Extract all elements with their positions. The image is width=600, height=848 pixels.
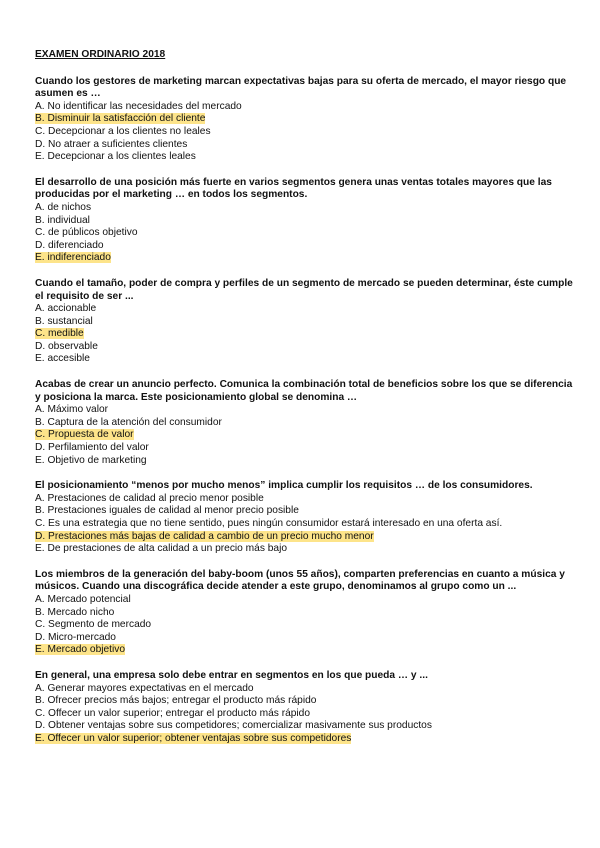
question-text: Cuando el tamaño, poder de compra y perfiles de un segmento de mercado se pueden determinar, éste cumple el requisito de ser ...	[35, 277, 573, 302]
answer-option-text: B. Mercado nicho	[35, 606, 115, 618]
answer-option	[35, 417, 575, 430]
question-6	[35, 569, 575, 657]
question-text: En general, una empresa solo debe entrar en segmentos en los que pueda … y ...	[35, 669, 428, 681]
answer-option-text: B. Ofrecer precios más bajos; entregar el producto más rápido	[35, 695, 317, 707]
answer-option	[35, 442, 575, 455]
answer-option-text: E. Decepcionar a los clientes leales	[35, 151, 196, 163]
answer-option-text: E. Objetivo de marketing	[35, 454, 147, 466]
answer-option	[35, 303, 575, 316]
answer-option	[35, 126, 575, 139]
answer-option	[35, 607, 575, 620]
answer-option-text: E. accesible	[35, 353, 90, 365]
answer-option	[35, 227, 575, 240]
answer-option-text: D. Obtener ventajas sobre sus competidores; comercializar masivamente sus productos	[35, 720, 432, 732]
answer-option-text: C. Offecer un valor superior; entregar el producto más rápido	[35, 707, 311, 719]
answer-option	[35, 543, 575, 556]
question-3	[35, 278, 575, 366]
answer-option-text: E. Offecer un valor superior; obtener ventajas sobre sus competidores	[35, 732, 352, 744]
answer-option-text: B. Captura de la atención del consumidor	[35, 416, 222, 428]
answer-option-text: D. No atraer a suficientes clientes	[35, 138, 188, 150]
answer-option-text: D. Perfilamiento del valor	[35, 442, 149, 454]
exam-page	[35, 49, 575, 759]
answer-option-text: D. Micro-mercado	[35, 631, 116, 643]
question-text: El desarrollo de una posición más fuerte en varios segmentos genera unas ventas totales mayores que las producidas por el marketing … en todos los segmentos.	[35, 176, 552, 201]
answer-option	[35, 695, 575, 708]
answer-option	[35, 139, 575, 152]
answer-option	[35, 240, 575, 253]
answer-option	[35, 493, 575, 506]
answer-option-text: C. medible	[35, 328, 84, 340]
answer-option	[35, 341, 575, 354]
answer-option	[35, 683, 575, 696]
answer-option	[35, 518, 575, 531]
answer-option	[35, 708, 575, 721]
answer-option	[35, 151, 575, 164]
answer-option-text: B. individual	[35, 214, 90, 226]
answer-option	[35, 202, 575, 215]
answer-option	[35, 632, 575, 645]
exam-title: EXAMEN ORDINARIO 2018	[35, 49, 166, 60]
answer-option-text: A. Máximo valor	[35, 404, 109, 416]
answer-option-text: A. Prestaciones de calidad al precio menor posible	[35, 492, 264, 504]
answer-option-text: C. Propuesta de valor	[35, 429, 134, 441]
answer-option-text: A. Mercado potencial	[35, 593, 131, 605]
answer-option-text: D. observable	[35, 340, 98, 352]
answer-option-text: E. indiferenciado	[35, 252, 111, 264]
answer-option-highlighted	[35, 531, 575, 544]
answer-option-text: A. No identificar las necesidades del mercado	[35, 100, 242, 112]
answer-option	[35, 215, 575, 228]
answer-option-text: A. accionable	[35, 303, 97, 315]
question-text: El posicionamiento “menos por mucho menos” implica cumplir los requisitos … de los consumidores.	[35, 480, 533, 492]
question-list	[35, 76, 575, 746]
question-text: Los miembros de la generación del baby-boom (unos 55 años), comparten preferencias en cuanto a música y músicos. Cuando una discográfica decide atender a este grupo, denominamos al grupo como un ...	[35, 568, 565, 593]
answer-option-text: C. Decepcionar a los clientes no leales	[35, 125, 211, 137]
answer-option-highlighted	[35, 429, 575, 442]
answer-option	[35, 101, 575, 114]
answer-option-highlighted	[35, 328, 575, 341]
answer-option-text: E. De prestaciones de alta calidad a un precio más bajo	[35, 543, 288, 555]
answer-option-text: C. Es una estrategia que no tiene sentido, pues ningún consumidor estará interesado en una oferta así.	[35, 518, 503, 529]
answer-option-highlighted	[35, 113, 575, 126]
answer-option-text: D. Prestaciones más bajas de calidad a cambio de un precio mucho menor	[35, 530, 374, 542]
answer-option	[35, 505, 575, 518]
answer-option-highlighted	[35, 644, 575, 657]
answer-option-text: B. Prestaciones iguales de calidad al menor precio posible	[35, 505, 299, 517]
question-text: Acabas de crear un anuncio perfecto. Comunica la combinación total de beneficios sobre los que se diferencia y posiciona la marca. Este posicionamiento global se denomina …	[35, 379, 573, 403]
answer-option	[35, 594, 575, 607]
question-5	[35, 480, 575, 556]
question-7	[35, 670, 575, 746]
answer-option	[35, 404, 575, 417]
answer-option-text: C. de públicos objetivo	[35, 227, 138, 239]
answer-option	[35, 455, 575, 468]
answer-option	[35, 353, 575, 366]
answer-option	[35, 619, 575, 632]
question-text: Cuando los gestores de marketing marcan expectativas bajas para su oferta de mercado, el mayor riesgo que asumen es …	[35, 75, 567, 100]
answer-option-text: D. diferenciado	[35, 239, 104, 251]
answer-option-text: A. de nichos	[35, 201, 92, 213]
question-2	[35, 177, 575, 265]
answer-option-text: E. Mercado objetivo	[35, 644, 126, 656]
answer-option-text: B. Disminuir la satisfacción del cliente	[35, 113, 206, 125]
answer-option-text: C. Segmento de mercado	[35, 619, 152, 631]
answer-option-highlighted	[35, 733, 575, 746]
answer-option-text: A. Generar mayores expectativas en el mercado	[35, 682, 254, 694]
answer-option	[35, 316, 575, 329]
question-1	[35, 76, 575, 164]
answer-option-highlighted	[35, 252, 575, 265]
answer-option-text: B. sustancial	[35, 315, 93, 327]
question-4	[35, 379, 575, 467]
answer-option	[35, 720, 575, 733]
